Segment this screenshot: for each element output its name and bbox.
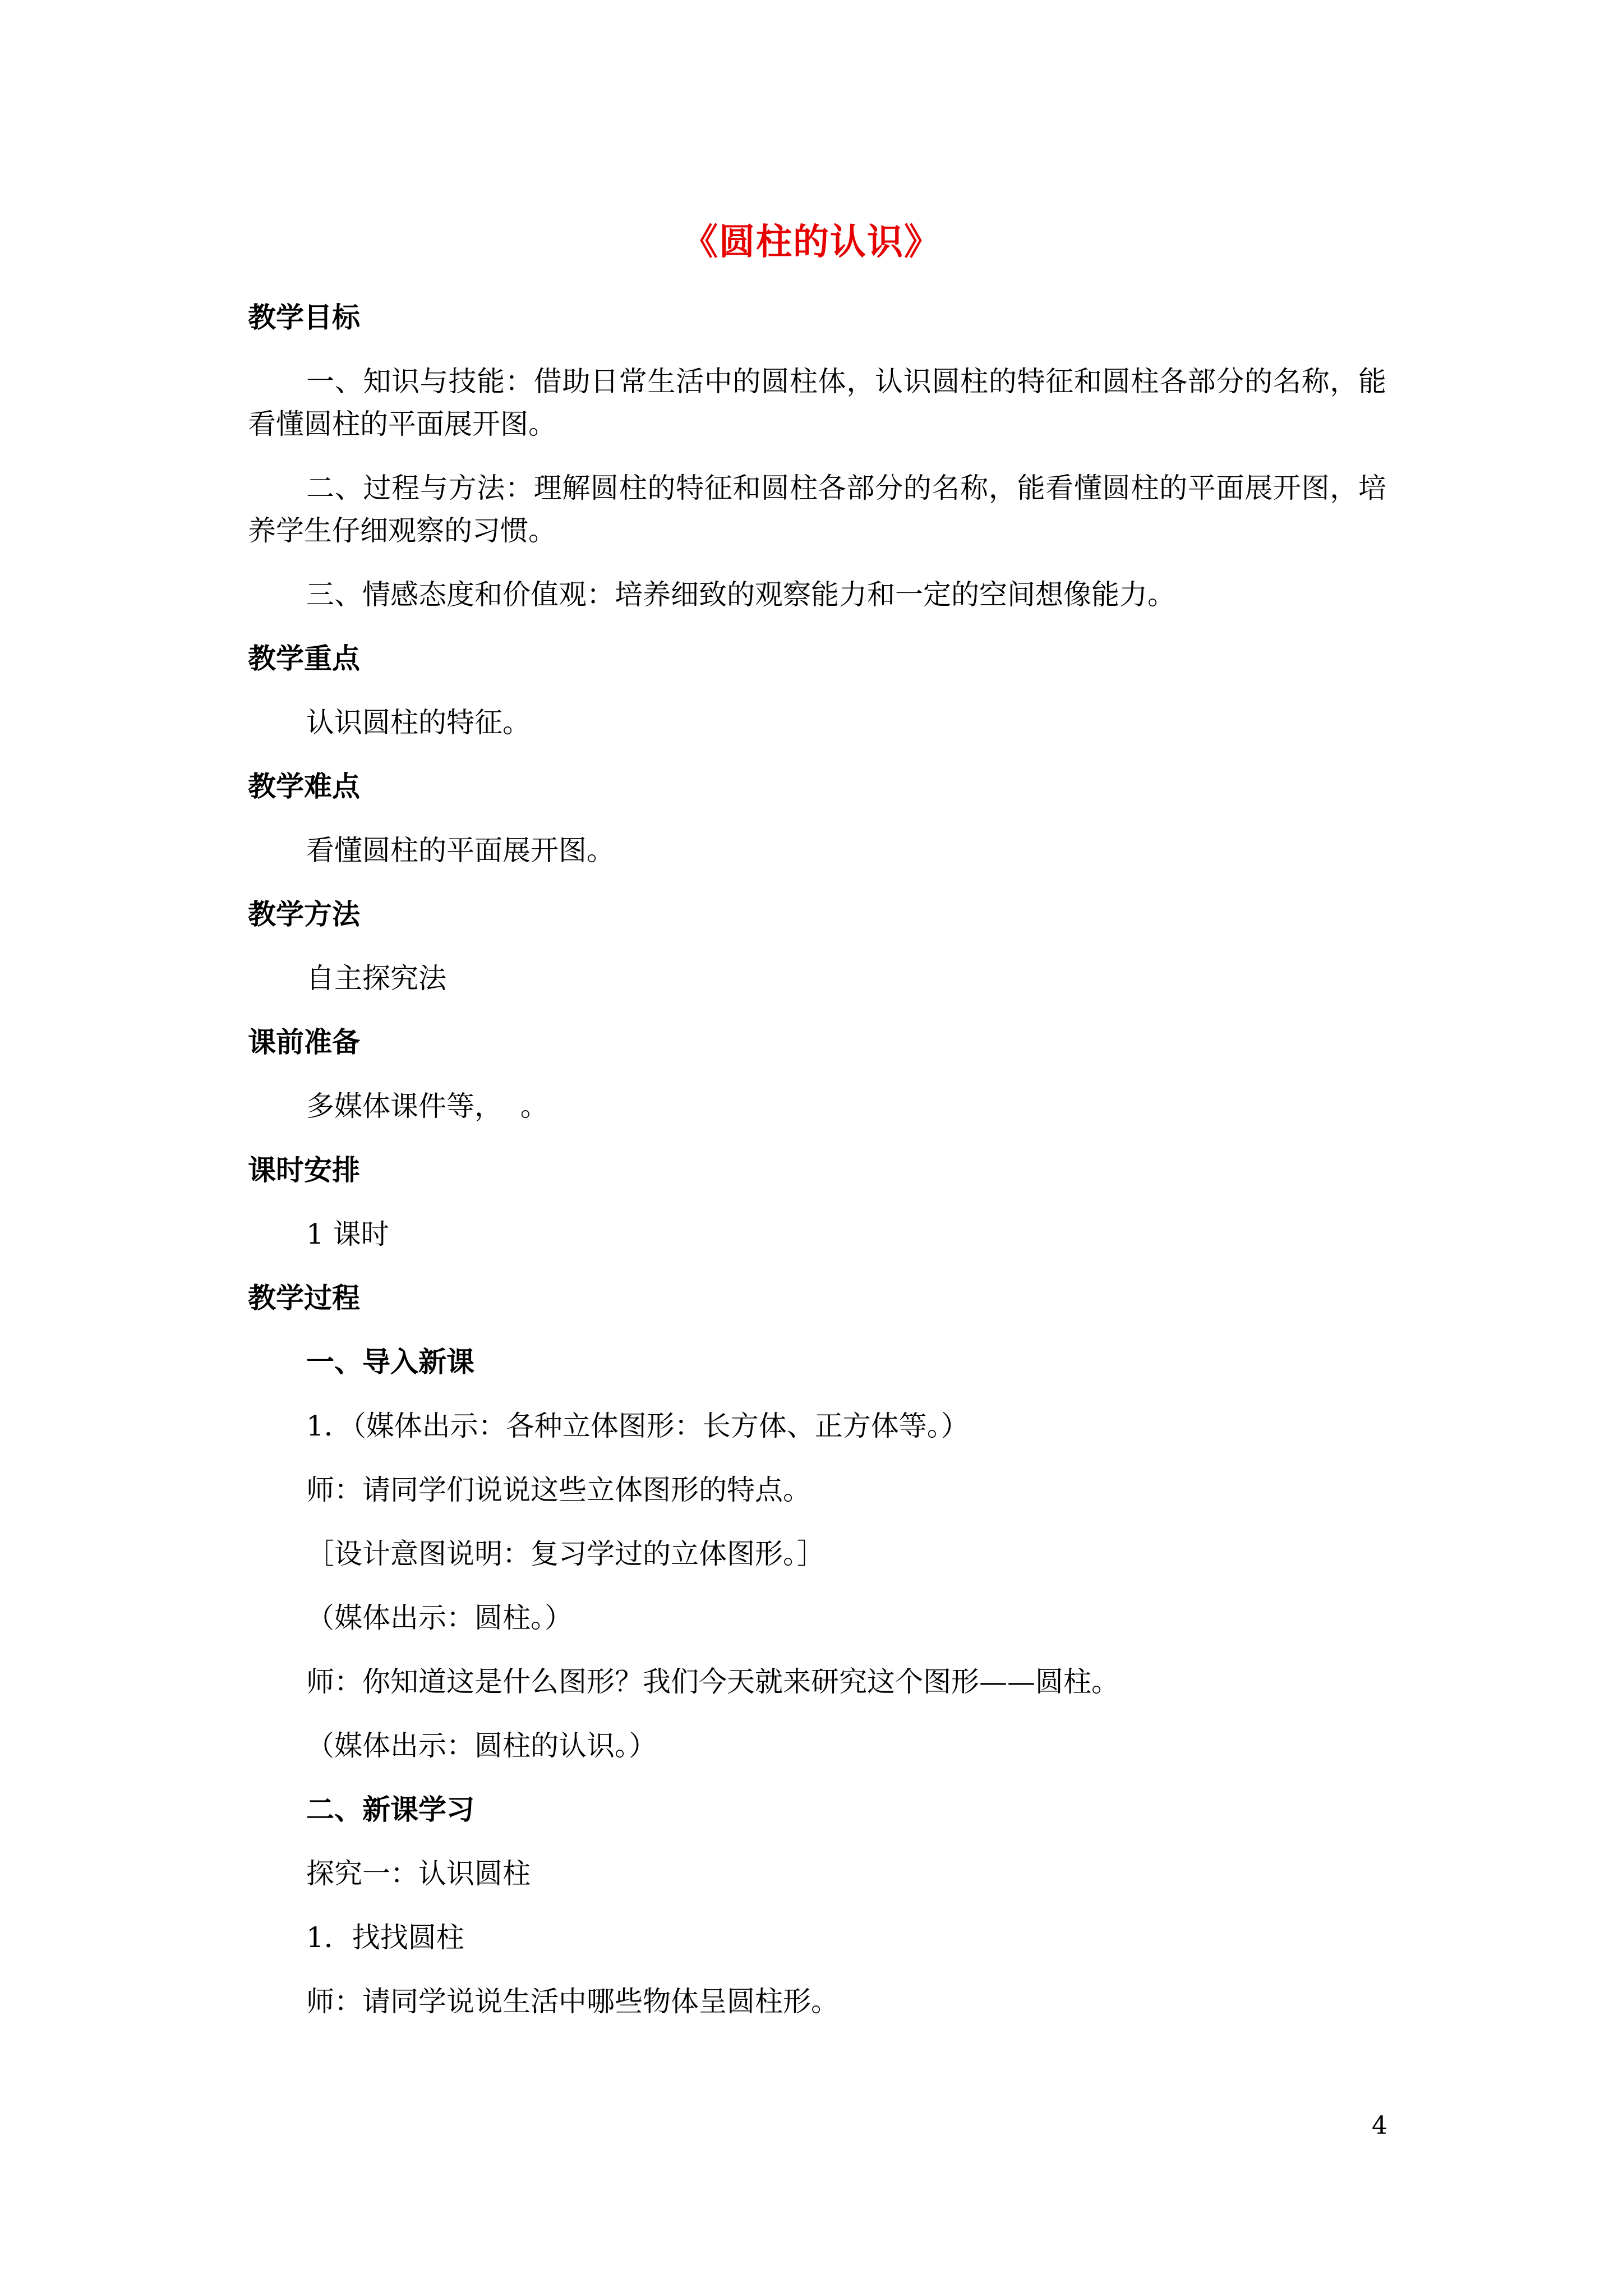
section-heading-difficulty: 教学难点 (248, 770, 360, 803)
process-part2-line-1: 探究一：认识圆柱 (306, 1857, 531, 1890)
method-text: 自主探究法 (306, 962, 446, 995)
preparation-text: 多媒体课件等， 。 (306, 1090, 548, 1122)
process-part1-heading: 一、导入新课 (306, 1345, 474, 1378)
difficulty-text: 看懂圆柱的平面展开图。 (306, 834, 615, 867)
key-point-text: 认识圆柱的特征。 (306, 706, 531, 739)
goal-item-2: 二、过程与方法：理解圆柱的特征和圆柱各部分的名称，能看懂圆柱的平面展开图，培养学生仔细观察的习惯。 (248, 472, 1386, 547)
schedule-text: 1 课时 (306, 1218, 389, 1250)
section-heading-preparation: 课前准备 (248, 1025, 360, 1059)
process-part1-line-1: 1．（媒体出示：各种立体图形：长方体、正方体等。） (306, 1410, 969, 1442)
document-title: 《圆柱的认识》 (682, 221, 941, 263)
process-part1-line-5: 师：你知道这是什么图形？我们今天就来研究这个图形——圆柱。 (306, 1665, 1119, 1698)
section-heading-method: 教学方法 (248, 898, 360, 931)
process-part1-line-3: ［设计意图说明：复习学过的立体图形。］ (306, 1538, 825, 1570)
section-heading-schedule: 课时安排 (248, 1153, 360, 1186)
goal-item-1: 一、知识与技能：借助日常生活中的圆柱体，认识圆柱的特征和圆柱各部分的名称，能看懂圆柱的平面展开图。 (248, 365, 1386, 440)
goal-item-3: 三、情感态度和价值观：培养细致的观察能力和一定的空间想像能力。 (306, 578, 1175, 611)
process-part2-line-3: 师：请同学说说生活中哪些物体呈圆柱形。 (306, 1985, 839, 2018)
section-heading-key-point: 教学重点 (248, 642, 360, 675)
document-body (248, 296, 1386, 2023)
process-part2-line-2: 1．找找圆柱 (306, 1921, 464, 1954)
process-part1-line-4: （媒体出示：圆柱。） (306, 1602, 573, 1634)
process-part1-line-2: 师：请同学们说说这些立体图形的特点。 (306, 1474, 811, 1506)
section-heading-process: 教学过程 (248, 1281, 360, 1314)
process-part1-line-6: （媒体出示：圆柱的认识。） (306, 1729, 657, 1762)
page-number: 4 (1372, 2111, 1387, 2140)
process-part2-heading: 二、新课学习 (306, 1793, 474, 1826)
section-heading-goals: 教学目标 (248, 301, 360, 334)
